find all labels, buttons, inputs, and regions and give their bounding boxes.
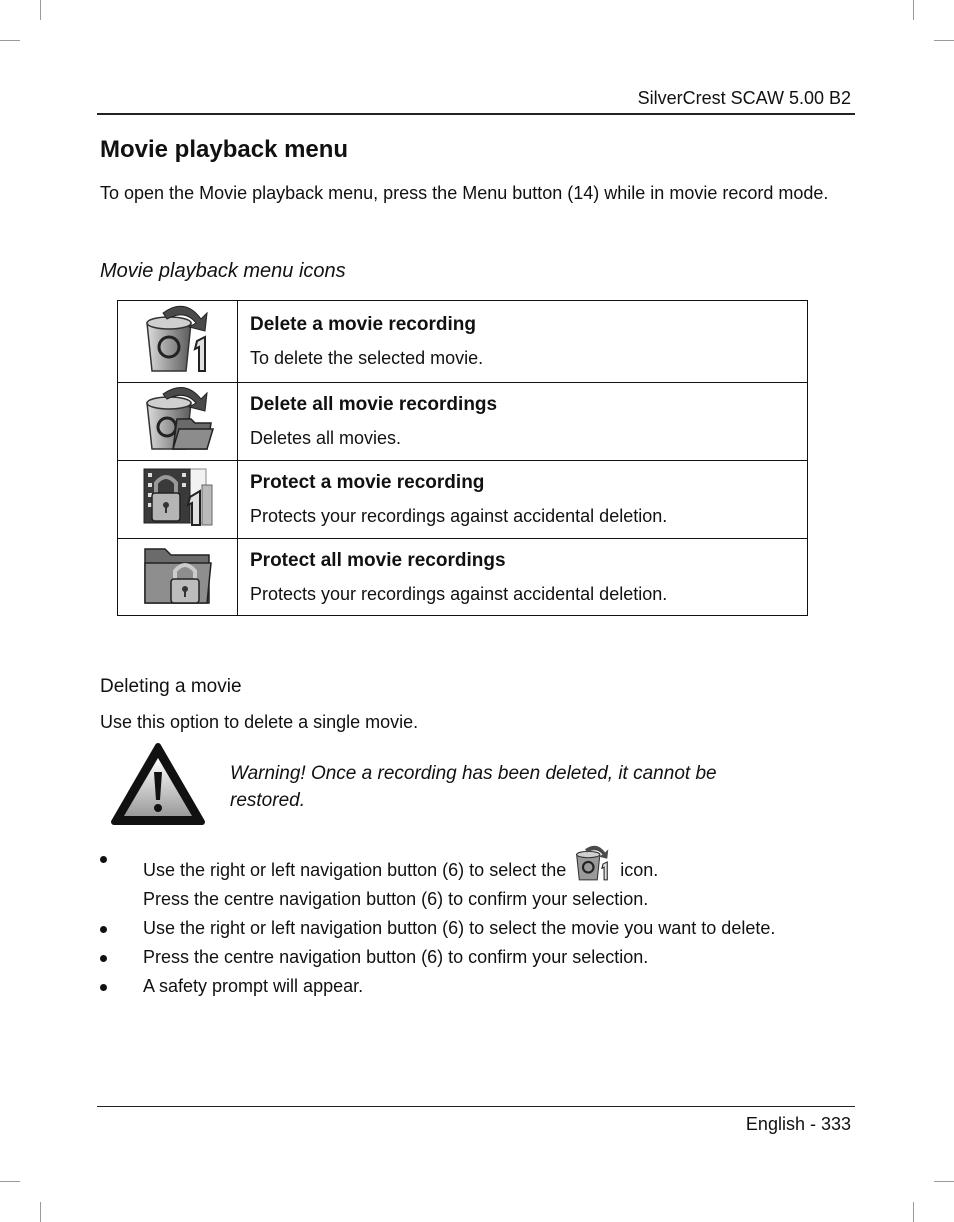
section-desc: Use this option to delete a single movie.: [100, 712, 419, 732]
crop-mark: [913, 1202, 914, 1222]
protect-all-icon: [143, 543, 213, 607]
bullet-text: icon.: [620, 860, 659, 880]
row-desc: Protects your recordings against accidental deletion.: [250, 506, 668, 526]
protect-one-icon: [142, 465, 214, 529]
bullet-dot: [100, 984, 107, 991]
page-title: Movie playback menu: [100, 136, 349, 163]
intro-text: To open the Movie playback menu, press the Menu button (14) while in movie record mode.: [100, 183, 829, 203]
delete-one-icon: [573, 844, 613, 882]
bullet-list: [100, 844, 860, 1001]
warning-icon: [110, 742, 206, 828]
crop-mark: [913, 0, 914, 20]
delete-one-icon: [141, 303, 215, 375]
row-desc: To delete the selected movie.: [250, 348, 484, 368]
crop-mark: [934, 40, 954, 41]
delete-all-icon: [141, 385, 215, 453]
table-subtitle: Movie playback menu icons: [100, 260, 346, 282]
bullet-dot: [100, 856, 107, 863]
bullet-text: A safety prompt will appear.: [143, 976, 364, 996]
row-desc: Protects your recordings against accidental deletion.: [250, 583, 668, 604]
crop-mark: [0, 1181, 20, 1182]
page-number: English - 333: [745, 1114, 851, 1134]
icon-cell: [118, 301, 238, 383]
bullet-text: Press the centre navigation button (6) to confirm your selection.: [143, 889, 649, 909]
header-rule: [97, 113, 855, 115]
row-title: Delete all movie recordings: [250, 394, 498, 415]
icon-cell: [118, 383, 238, 461]
header-product: SilverCrest SCAW 5.00 B2: [637, 88, 851, 108]
row-title: Protect a movie recording: [250, 472, 485, 493]
text-cell: [238, 461, 808, 539]
row-desc: Deletes all movies.: [250, 428, 402, 448]
text-cell: [238, 383, 808, 461]
table-row: [118, 539, 808, 616]
crop-mark: [40, 0, 41, 20]
table-row: [118, 461, 808, 539]
section-heading: Deleting a movie: [100, 676, 242, 697]
menu-icons-table: [117, 300, 808, 616]
table-row: [118, 301, 808, 383]
bullet-text: Press the centre navigation button (6) to confirm your selection.: [143, 947, 649, 967]
row-title: Delete a movie recording: [250, 314, 476, 335]
warning-text: Warning! Once a recording has been deleted, it cannot be restored.: [230, 763, 717, 811]
text-cell: [238, 539, 808, 616]
footer-rule: [97, 1106, 855, 1107]
text-cell: [238, 301, 808, 383]
table-row: [118, 383, 808, 461]
list-item-continuation: [100, 885, 860, 914]
bullet-dot: [100, 926, 107, 933]
row-title: Protect all movie recordings: [250, 549, 506, 571]
icon-cell: [118, 461, 238, 539]
crop-mark: [934, 1181, 954, 1182]
bullet-text: Use the right or left navigation button (6) to select the movie you want to delete.: [143, 918, 776, 938]
list-item: [100, 844, 860, 885]
bullet-dot: [100, 955, 107, 962]
crop-mark: [0, 40, 20, 41]
icon-cell: [118, 539, 238, 616]
bullet-text: Use the right or left navigation button (6) to select the: [143, 860, 567, 880]
list-item: [100, 943, 860, 972]
crop-mark: [40, 1202, 41, 1222]
list-item: [100, 972, 860, 1001]
list-item: [100, 914, 860, 943]
